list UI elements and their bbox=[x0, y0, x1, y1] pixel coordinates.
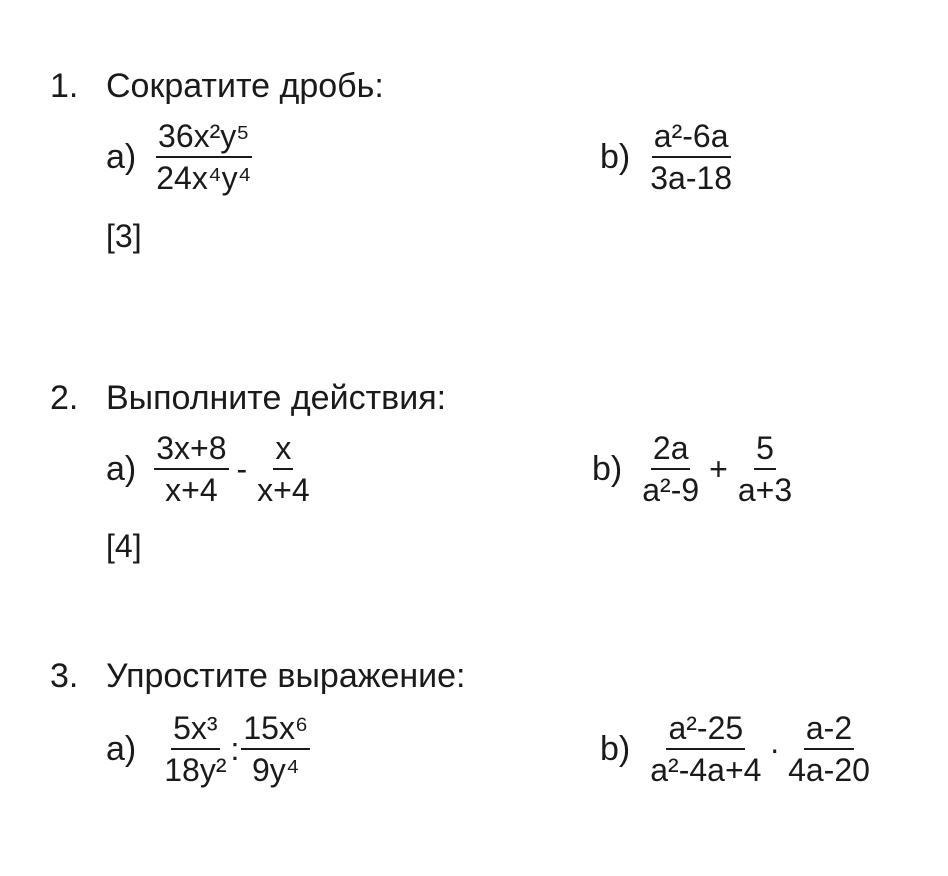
fraction bbox=[255, 430, 311, 508]
numerator: a²-25 bbox=[666, 710, 745, 750]
part-a bbox=[106, 710, 310, 788]
task-title: Сократите дробь: bbox=[106, 67, 384, 105]
numerator: a-2 bbox=[804, 710, 854, 750]
numerator: 2a bbox=[651, 430, 691, 470]
task-title: Выполните действия: bbox=[106, 379, 447, 417]
denominator: 3a-18 bbox=[650, 160, 733, 196]
numerator: 3x+8 bbox=[154, 430, 228, 470]
part-b bbox=[600, 118, 734, 196]
fraction bbox=[154, 118, 253, 196]
operator: · bbox=[769, 730, 781, 767]
part-a bbox=[106, 430, 312, 508]
operator: + bbox=[709, 450, 728, 487]
marks: [3] bbox=[106, 218, 142, 254]
numerator: a²-6a bbox=[652, 118, 731, 158]
operator: : bbox=[230, 730, 240, 767]
part-label: a) bbox=[106, 729, 137, 768]
operator: - bbox=[236, 450, 248, 487]
numerator: 36x²y⁵ bbox=[156, 118, 252, 158]
part-label: a) bbox=[106, 137, 137, 176]
fraction bbox=[154, 430, 228, 508]
part-label: b) bbox=[592, 449, 623, 488]
marks: [4] bbox=[106, 528, 142, 564]
fraction bbox=[736, 430, 794, 508]
fraction bbox=[786, 710, 872, 788]
numerator: x bbox=[273, 430, 293, 470]
numerator: 5x³ bbox=[171, 710, 219, 750]
part-label: b) bbox=[600, 729, 631, 768]
fraction bbox=[241, 710, 310, 788]
denominator: 18y² bbox=[164, 752, 227, 788]
task-title: Упростите выражение: bbox=[106, 657, 466, 695]
part-a bbox=[106, 118, 253, 196]
denominator: a+3 bbox=[737, 472, 793, 508]
part-b bbox=[600, 710, 872, 788]
part-label: a) bbox=[106, 449, 137, 488]
fraction bbox=[162, 710, 228, 788]
denominator: x+4 bbox=[257, 472, 310, 508]
denominator: a²-9 bbox=[642, 472, 700, 508]
denominator: a²-4a+4 bbox=[650, 752, 762, 788]
denominator: 9y⁴ bbox=[251, 752, 300, 788]
numerator: 15x⁶ bbox=[241, 710, 310, 750]
task-number: 2. bbox=[50, 379, 79, 417]
denominator: 24x⁴y⁴ bbox=[156, 160, 252, 196]
task-number: 1. bbox=[50, 67, 79, 105]
part-b bbox=[592, 430, 794, 508]
fraction bbox=[648, 118, 734, 196]
denominator: x+4 bbox=[165, 472, 218, 508]
denominator: 4a-20 bbox=[788, 752, 870, 788]
part-label: b) bbox=[600, 137, 631, 176]
fraction bbox=[648, 710, 763, 788]
fraction bbox=[640, 430, 701, 508]
numerator: 5 bbox=[754, 430, 776, 470]
task-number: 3. bbox=[50, 657, 79, 695]
